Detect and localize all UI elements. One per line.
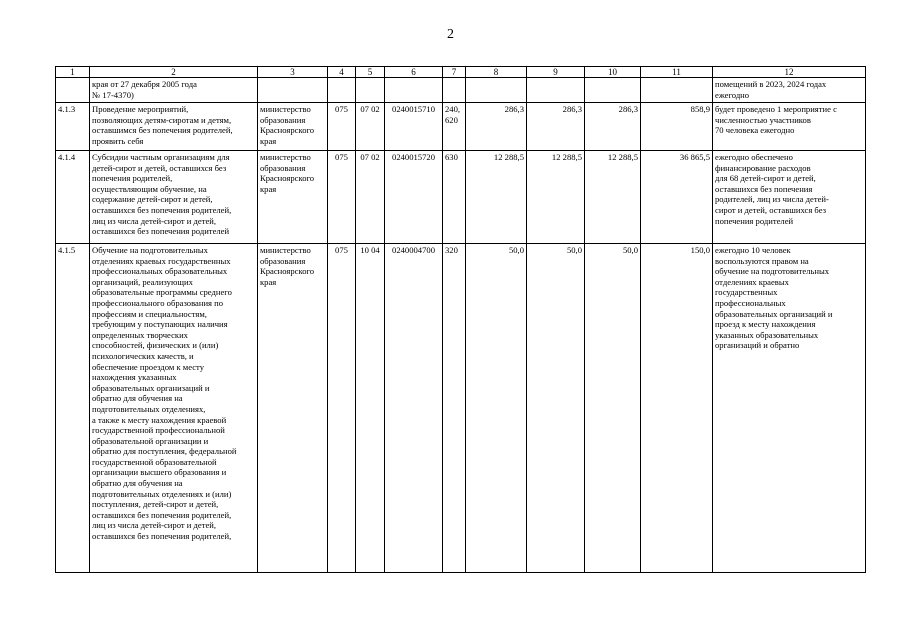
- cell-name: Субсидии частным организациям для детей-сирот и детей, оставшихся без попечения родителей, осуществляющим обучение, на содержание детей-сирот и детей, оставшихся без попечения родителей, лиц из числа детей-сирот и детей, оставшихся без попечения родителей: [90, 151, 258, 244]
- header-cell: 7: [443, 67, 466, 78]
- cell-y1: [466, 78, 527, 103]
- cell-executor: министерство образования Красноярского края: [258, 103, 328, 151]
- cell-vr: 320: [443, 244, 466, 573]
- cell-result: ежегодно 10 человек воспользуются правом на обучение на подготовительных отделениях краевых государственных профессиональных образовательных организаций и проезд к месту нахождения указанных образовательных организаций и обратно: [713, 244, 866, 573]
- cell-grbs: 075: [328, 103, 356, 151]
- cell-executor: [258, 78, 328, 103]
- cell-total: 36 865,5: [641, 151, 713, 244]
- cell-total: 858,9: [641, 103, 713, 151]
- header-cell: 9: [527, 67, 585, 78]
- cell-y2: 50,0: [527, 244, 585, 573]
- cell-y3: 50,0: [585, 244, 641, 573]
- table-row: [56, 103, 866, 151]
- table-row-continuation: [56, 78, 866, 103]
- cell-csr: 0240015710: [385, 103, 443, 151]
- cell-executor: министерство образования Красноярского края: [258, 244, 328, 573]
- cell-vr: [443, 78, 466, 103]
- cell-rzpr: 10 04: [356, 244, 385, 573]
- header-cell: 11: [641, 67, 713, 78]
- cell-rzpr: 07 02: [356, 151, 385, 244]
- cell-y3: 12 288,5: [585, 151, 641, 244]
- cell-y1: 50,0: [466, 244, 527, 573]
- cell-grbs: 075: [328, 244, 356, 573]
- cell-vr: 630: [443, 151, 466, 244]
- cell-executor: министерство образования Красноярского края: [258, 151, 328, 244]
- cell-name: Проведение мероприятий, позволяющих детям-сиротам и детям, оставшимся без попечения родителей, проявить себя: [90, 103, 258, 151]
- page-number: 2: [447, 27, 454, 42]
- table-row: [56, 151, 866, 244]
- header-cell: 8: [466, 67, 527, 78]
- cell-csr: [385, 78, 443, 103]
- cell-rzpr: 07 02: [356, 103, 385, 151]
- cell-y2: 12 288,5: [527, 151, 585, 244]
- cell-csr: 0240015720: [385, 151, 443, 244]
- table-row: [56, 244, 866, 573]
- cell-grbs: [328, 78, 356, 103]
- header-cell: 2: [90, 67, 258, 78]
- header-cell: 3: [258, 67, 328, 78]
- cell-y1: 286,3: [466, 103, 527, 151]
- cell-y2: 286,3: [527, 103, 585, 151]
- cell-num: 4.1.3: [56, 103, 90, 151]
- cell-num: 4.1.5: [56, 244, 90, 573]
- header-cell: 6: [385, 67, 443, 78]
- cell-result: помещений в 2023, 2024 годах ежегодно: [713, 78, 866, 103]
- header-cell: 5: [356, 67, 385, 78]
- cell-num: [56, 78, 90, 103]
- budget-table: [55, 66, 866, 573]
- cell-result: ежегодно обеспечено финансирование расходов для 68 детей-сирот и детей, оставшихся без попечения родителей, лиц из числа детей- сирот и детей, оставшихся без попечения родителей: [713, 151, 866, 244]
- header-row: [56, 67, 866, 78]
- header-cell: 1: [56, 67, 90, 78]
- cell-y1: 12 288,5: [466, 151, 527, 244]
- cell-grbs: 075: [328, 151, 356, 244]
- cell-rzpr: [356, 78, 385, 103]
- cell-y3: [585, 78, 641, 103]
- cell-name: края от 27 декабря 2005 года № 17-4370): [90, 78, 258, 103]
- cell-vr: 240, 620: [443, 103, 466, 151]
- cell-result: будет проведено 1 мероприятие с численностью участников 70 человека ежегодно: [713, 103, 866, 151]
- header-cell: 12: [713, 67, 866, 78]
- cell-name: Обучение на подготовительных отделениях краевых государственных профессиональных образовательных организаций, реализующих образовательные программы среднего профессионального образования по профессиям и специальностям, требующим у поступающих наличия определенных творческих способностей, физических и (или) психологических качеств, и обеспечение проездом к месту нахождения указанных образовательных организаций и обратно для обучения на подготовительных отделениях, а также к месту нахождения краевой государственной профессиональной образовательной организации и обратно для поступления, федеральной государственной образовательной организации высшего образования и обратно для обучения на подготовительных отделениях и (или) поступления, детей-сирот и детей, оставшихся без попечения родителей, лиц из числа детей-сирот и детей, оставшихся без попечения родителей,: [90, 244, 258, 573]
- header-cell: 4: [328, 67, 356, 78]
- cell-total: [641, 78, 713, 103]
- cell-num: 4.1.4: [56, 151, 90, 244]
- cell-csr: 0240004700: [385, 244, 443, 573]
- cell-y2: [527, 78, 585, 103]
- cell-y3: 286,3: [585, 103, 641, 151]
- header-cell: 10: [585, 67, 641, 78]
- cell-total: 150,0: [641, 244, 713, 573]
